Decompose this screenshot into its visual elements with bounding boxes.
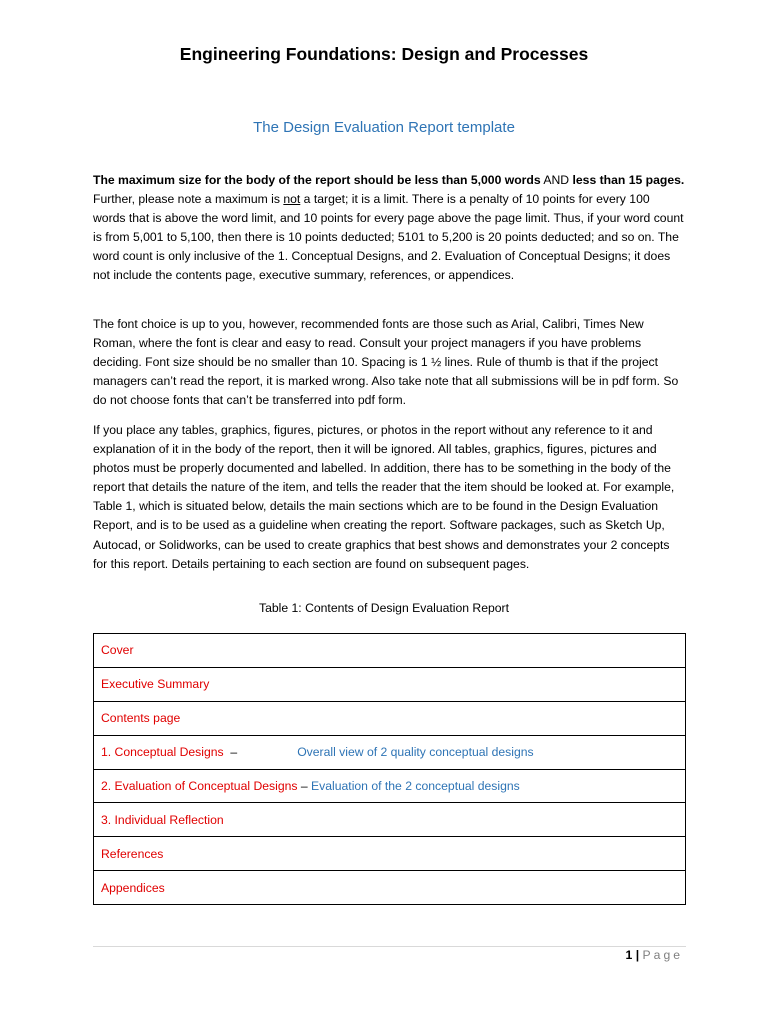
page-separator: | bbox=[635, 948, 640, 962]
word-limit-bold: The maximum size for the body of the report should be less than 5,000 words bbox=[93, 173, 541, 187]
section-label: Appendices bbox=[101, 880, 165, 895]
table-cell bbox=[94, 769, 686, 803]
table-row bbox=[94, 667, 686, 701]
document-title: Engineering Foundations: Design and Processes bbox=[179, 44, 589, 64]
document-subtitle: The Design Evaluation Report template bbox=[253, 119, 515, 136]
section-description: Evaluation of the 2 conceptual designs bbox=[311, 779, 520, 793]
table-cell bbox=[94, 803, 686, 837]
page-number: 1 bbox=[625, 948, 633, 962]
paragraph-figures: If you place any tables, graphics, figures, pictures, or photos in the report without any reference to it and explanation of it in the body of the report, then it will be ignored. All tables, graphics, figures, pictures and photos must be properly documented and labelled. In addition, there has to be something in the body of the report that details the nature of the item, and tells the reader that the item should be looked at. For example, Table 1, which is situated below, details the main sections which are to be found in the Design Evaluation Report, and is to be used as a guideline when creating the report. Software packages, such as Sketch Up, Autocad, or Solidworks, can be used to create graphics that best shows and demonstrates your 2 concepts for this report. Details pertaining to each section are found on subsequent pages. bbox=[93, 423, 675, 571]
footer-divider bbox=[93, 946, 686, 947]
table-row bbox=[94, 803, 686, 837]
limit-text: Further, please note a maximum is bbox=[93, 192, 284, 207]
not-underlined: not bbox=[283, 192, 301, 207]
section-label: Contents page bbox=[101, 711, 181, 726]
contents-table bbox=[93, 633, 686, 905]
page-footer bbox=[626, 948, 683, 962]
table-row bbox=[94, 871, 686, 905]
paragraph-word-limit bbox=[93, 171, 685, 286]
table-cell bbox=[94, 871, 686, 905]
table-cell bbox=[94, 667, 686, 701]
table-cell bbox=[94, 837, 686, 871]
section-label: References bbox=[101, 846, 164, 861]
page-word: Page bbox=[642, 948, 683, 962]
section-label: 1. Conceptual Designs bbox=[101, 745, 224, 760]
section-description: Overall view of 2 quality conceptual designs bbox=[297, 745, 534, 760]
table-caption: Table 1: Contents of Design Evaluation Report bbox=[259, 601, 509, 615]
table-row bbox=[94, 701, 686, 735]
table-row bbox=[94, 735, 686, 769]
section-label: Executive Summary bbox=[101, 677, 210, 692]
table-cell bbox=[94, 701, 686, 735]
and-text: AND bbox=[540, 173, 573, 187]
section-dash: – bbox=[300, 779, 308, 793]
table-row bbox=[94, 634, 686, 668]
section-dash: – bbox=[230, 745, 238, 760]
section-label: 2. Evaluation of Conceptual Designs bbox=[101, 779, 298, 793]
table-cell bbox=[94, 735, 686, 769]
section-label: Cover bbox=[101, 643, 134, 658]
table-cell bbox=[94, 634, 686, 668]
section-label: 3. Individual Reflection bbox=[101, 812, 224, 827]
page-limit-bold: less than 15 pages. bbox=[572, 173, 685, 187]
table-row bbox=[94, 837, 686, 871]
penalty-text: a target; it is a limit. There is a penalty of 10 points for every 100 words that is above the word limit, and 10 points for every page above the page limit. Thus, if your word count is from 5,001 to 5,100, then there is 10 points deducted; 5101 to 5,200 is 20 points deducted; and so on. The word count is only inclusive of the 1. Conceptual Designs, and 2. Evaluation of Conceptual Designs; it does not include the contents page, executive summary, references, or appendices. bbox=[93, 192, 684, 283]
table-row bbox=[94, 769, 686, 803]
paragraph-font-choice: The font choice is up to you, however, recommended fonts are those such as Arial, Calibri, Times New Roman, where the font is clear and easy to read. Consult your project managers if you have problems deciding. Font size should be no smaller than 10. Spacing is 1 ½ lines. Rule of thumb is that if the project managers can’t read the report, it is marked wrong. Also take note that all submissions will be in pdf form. So do not choose fonts that can’t be transferred into pdf form. bbox=[93, 317, 679, 408]
